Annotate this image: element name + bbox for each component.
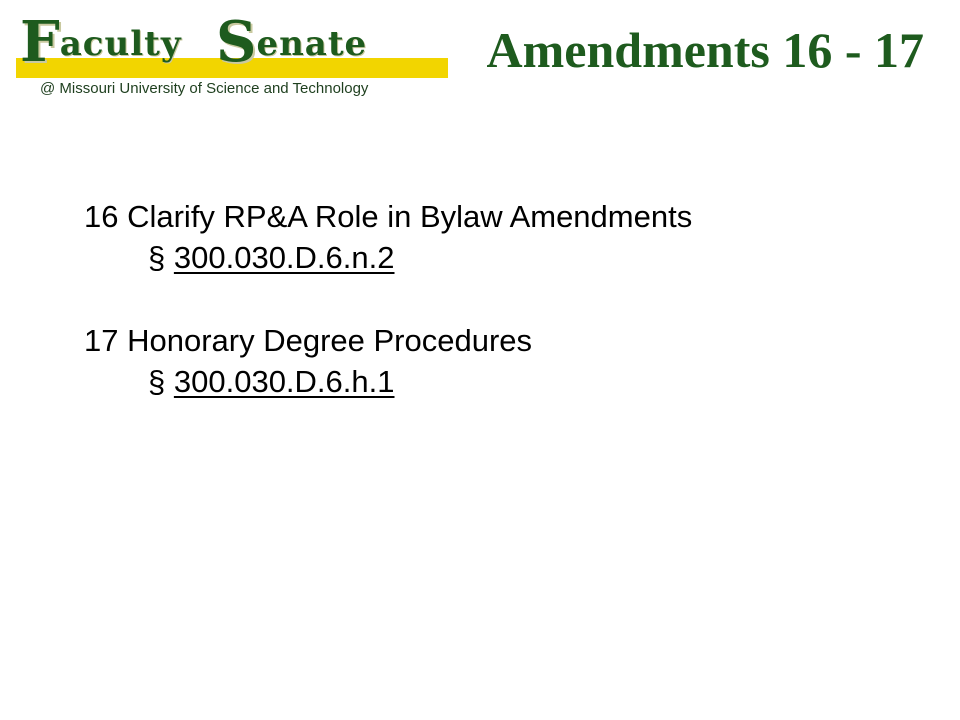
logo-initial-f: F [20, 9, 60, 75]
section-link[interactable]: 300.030.D.6.h.1 [173, 364, 395, 399]
amendment-list [84, 196, 904, 444]
faculty-senate-logo [16, 9, 456, 102]
logo-rest-senate: enate [256, 24, 368, 64]
logo-word-senate [216, 9, 368, 75]
logo-subtitle: @ Missouri University of Science and Technology [40, 80, 369, 97]
amendment-section-ref [84, 238, 904, 278]
amendment-item [84, 196, 904, 278]
logo-initial-s: S [216, 9, 257, 75]
section-link[interactable]: 300.030.D.6.n.2 [173, 240, 395, 275]
logo-word-faculty [20, 9, 182, 75]
section-symbol: § [148, 364, 166, 399]
slide-title: Amendments 16 - 17 [486, 22, 924, 78]
logo-rest-faculty: aculty [59, 24, 182, 64]
amendment-label: 16 Clarify RP&A Role in Bylaw Amendments [84, 199, 693, 234]
amendment-label: 17 Honorary Degree Procedures [84, 323, 533, 358]
amendment-item [84, 320, 904, 402]
amendment-section-ref [84, 362, 904, 402]
section-symbol: § [148, 240, 166, 275]
